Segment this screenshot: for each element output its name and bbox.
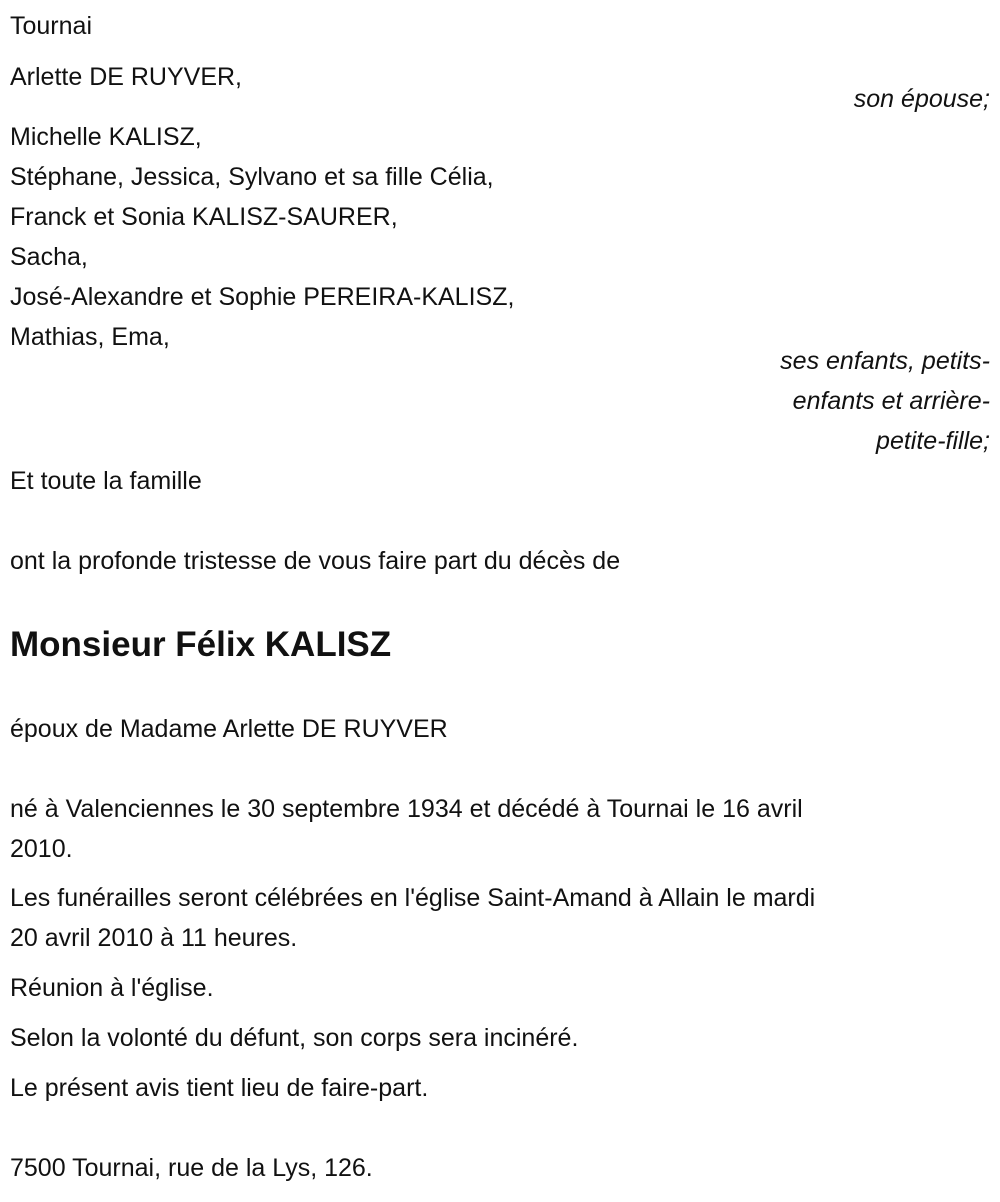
deceased-name: Monsieur Félix KALISZ [10,625,392,664]
funeral: 20 avril 2010 à 11 heures. [10,924,298,952]
spouse-of: époux de Madame Arlette DE RUYVER [10,715,448,743]
funeral: Les funérailles seront célébrées en l'église Saint-Amand à Allain le mardi [10,884,816,912]
child-line: José-Alexandre et Sophie PEREIRA-KALISZ, [10,283,515,311]
child-line: Michelle KALISZ, [10,123,202,151]
notice: Le présent avis tient lieu de faire-part. [10,1074,429,1102]
announcement: ont la profonde tristesse de vous faire part du décès de [10,547,621,575]
children-role: ses enfants, petits- [780,347,990,375]
spouse-role: son épouse; [853,85,990,113]
children-role: enfants et arrière- [792,387,990,415]
child-line: Franck et Sonia KALISZ-SAURER, [10,203,398,231]
child-line: Sacha, [10,243,88,271]
child-line: Mathias, Ema, [10,323,170,351]
family: Et toute la famille [10,467,202,495]
birth-death: né à Valenciennes le 30 septembre 1934 et décédé à Tournai le 16 avril [10,795,803,823]
city: Tournai [10,12,92,40]
child-line: Stéphane, Jessica, Sylvano et sa fille Célia, [10,163,494,191]
children-role: petite-fille; [876,427,990,455]
meeting: Réunion à l'église. [10,974,214,1002]
birth-death: 2010. [10,835,73,863]
cremation: Selon la volonté du défunt, son corps sera incinéré. [10,1024,579,1052]
address: 7500 Tournai, rue de la Lys, 126. [10,1154,373,1182]
spouse-name: Arlette DE RUYVER, [10,63,243,91]
